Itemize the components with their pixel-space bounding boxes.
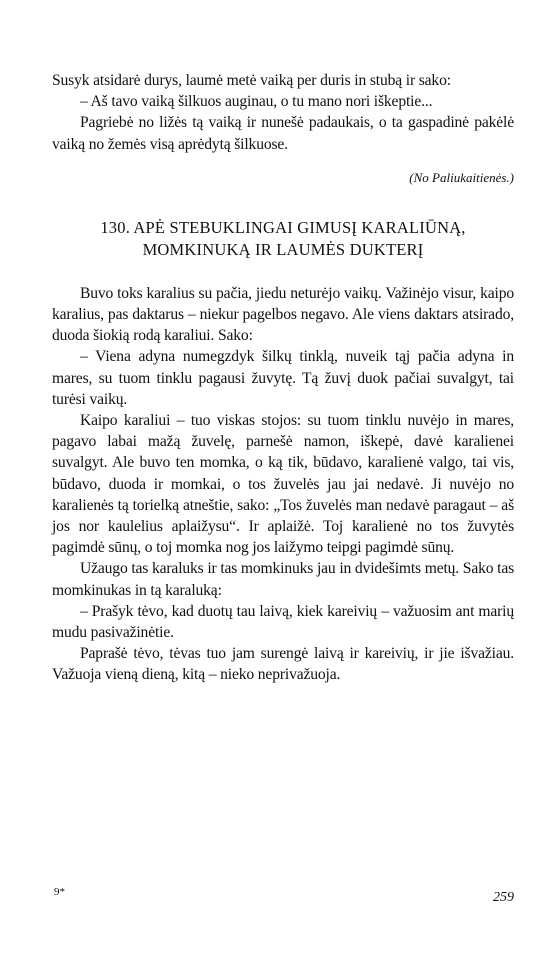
- paragraph: Užaugo tas karaluks ir tas momkinuks jau in dvidešimts metų. Sako tas momkinukas in tą karaluką:: [52, 560, 515, 599]
- paragraph: Paprašė tėvo, tėvas tuo jam surengė laivą ir kareivių, ir jie išvažiau. Važuoja vieną dieną, kitą – nieko neprivažuoja.: [52, 645, 514, 684]
- source-attribution: (No Paliukaitienės.): [409, 169, 514, 185]
- page-body: [52, 70, 514, 686]
- paragraph: Buvo toks karalius su pačia, jiedu neturėjo vaikų. Važinėjo visur, kaipo karalius, pas daktarus – niekur pagelbos negavo. Ale viens daktars atsirado, duoda šiokią rodą karaliui. Sako:: [52, 284, 514, 345]
- paragraph: Kaipo karaliui – tuo viskas stojos: su tuom tinklu nuvėjo in mares, pagavo labai mažą žuvelę, parnešė namon, iškepė, davė karalienei suvalgyt. Ale buvo ten momka, o ką tik, būdavo, karalienė valgo, tai vis, būdavo, duoda ir momkai, o tos žuvelės jau jai nedavė. Ji nuvėjo no karalienės tą torielką atneštie, sako: „Tos žuvelės man nedavė paragaut – aš jos nor kaulelius aplaižysu“. Ir aplaižė. Toj karalienė no tos žuvytės pagimdė sūnų, o toj momka nog jos laižymo teipgi pagimdė sūnų.: [52, 412, 514, 557]
- paragraph: Susyk atsidarė durys, laumė metė vaiką per duris in stubą ir sako:: [52, 72, 451, 89]
- printer-signature-mark: 9*: [54, 886, 65, 898]
- page-number: 259: [493, 890, 514, 905]
- tale-heading-line-1: 130. APĖ STEBUKLINGAI GIMUSĮ KARALIŪNĄ,: [100, 217, 466, 237]
- tale-heading-line-2: MOMKINUKĄ IR LAUMĖS DUKTERĮ: [142, 239, 424, 259]
- paragraph: – Prašyk tėvo, kad duotų tau laivą, kiek kareivių – važuosim ant marių mudu pasivažinėtie.: [52, 602, 514, 642]
- paragraph: – Viena adyna numegzdyk šilkų tinklą, nuveik tąj pačia adyna in mares, su tuom tinklu pagausi žuvytę. Tą žuvį duok pačiai suvalgyt, tai turėsi vaikų.: [52, 348, 514, 408]
- paragraph: – Aš tavo vaiką šilkuos auginau, o tu mano nori iškeptie...: [80, 93, 433, 111]
- paragraph: Pagriebė no ližės tą vaiką ir nunešė padaukais, o ta gaspadinė pakėlė vaiką no žemės visą aprėdytą šilkuose.: [52, 114, 514, 153]
- tale-heading: [52, 217, 514, 261]
- section-tale-130: [52, 283, 514, 686]
- section-previous-tale: [52, 70, 514, 187]
